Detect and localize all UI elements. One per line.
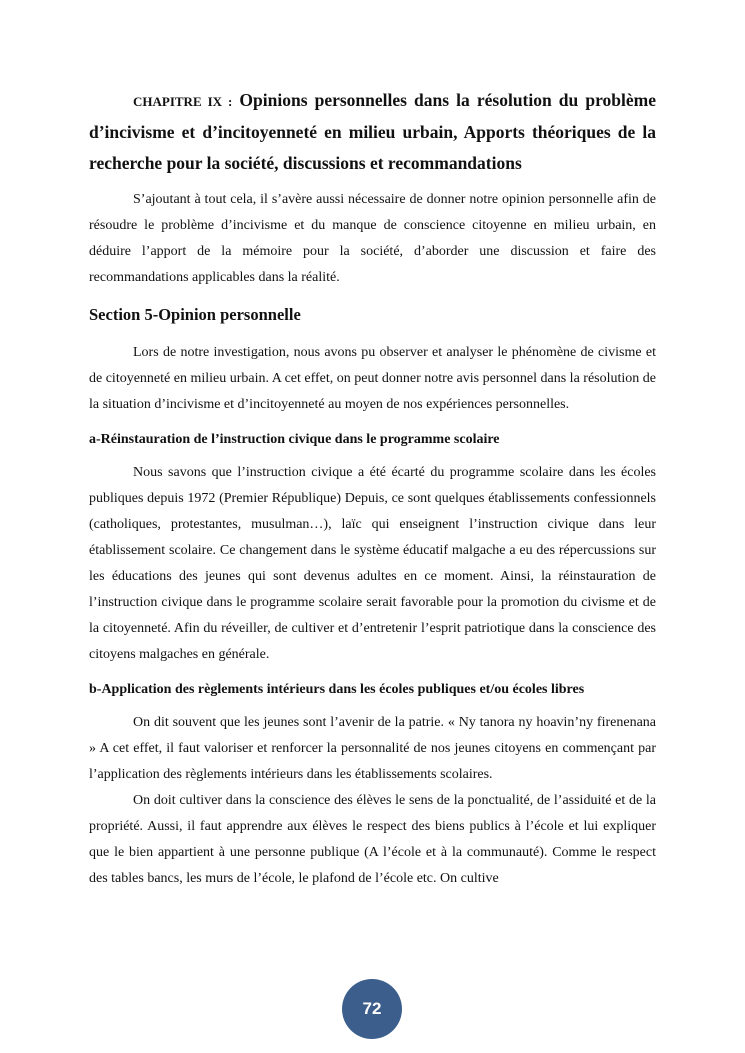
section-paragraph: Lors de notre investigation, nous avons pu observer et analyser le phénomène de civisme et de citoyenneté en milieu urbain. A cet effet, on peut donner notre avis personnel dans la résolution de la situation d’incivisme et d’incitoyenneté au moyen de nos expériences personnelles.: [89, 345, 656, 412]
document-page: [89, 85, 656, 892]
intro-paragraph: S’ajoutant à tout cela, il s’avère aussi nécessaire de donner notre opinion personnelle afin de résoudre le problème d’incivisme et du manque de conscience citoyenne en milieu urbain, en déduire l’apport de la mémoire pour la société, d’aborder une discussion et faire des recommandations applicables dans la réalité.: [89, 192, 656, 285]
subsection-b-heading: b-Application des règlements intérieurs dans les écoles publiques et/ou écoles libres: [89, 682, 585, 697]
page-number: 72: [362, 999, 382, 1018]
section-heading: Section 5-Opinion personnelle: [89, 305, 301, 324]
chapter-label: CHAPITRE IX :: [133, 94, 233, 109]
subsection-a-heading: a-Réinstauration de l’instruction civique dans le programme scolaire: [89, 432, 500, 447]
chapter-title: Opinions personnelles dans la résolution du problème d’incivisme et d’incitoyenneté en milieu urbain, Apports théoriques de la recherche pour la société, discussions et recommandations: [89, 90, 657, 173]
subsection-b-paragraph-1: On dit souvent que les jeunes sont l’avenir de la patrie. « Ny tanora ny hoavin’ny firenenana » A cet effet, il faut valoriser et renforcer la personnalité de nos jeunes citoyens en commençant par l’application des règlements intérieurs dans les établissements scolaires.: [89, 715, 656, 782]
page-number-badge: [342, 979, 402, 1039]
chapter-heading: [89, 85, 656, 179]
subsection-a-paragraph: Nous savons que l’instruction civique a été écarté du programme scolaire dans les écoles publiques depuis 1972 (Premier République) Depuis, ce sont quelques établissements confessionnels (catholiques, protestantes, musulman…), laïc qui enseignent l’instruction civique dans leur établissement scolaire. Ce changement dans le système éducatif malgache a eu des répercussions sur les éducations des jeunes qui sont devenus adultes en ce moment. Ainsi, la réinstauration de l’instruction civique dans le programme scolaire serait favorable pour la promotion du civisme et de la citoyenneté. Afin du réveiller, de cultiver et d’entretenir l’esprit patriotique dans la conscience des citoyens malgaches en générale.: [89, 465, 656, 662]
subsection-b-paragraph-2: On doit cultiver dans la conscience des élèves le sens de la ponctualité, de l’assiduité et de la propriété. Aussi, il faut apprendre aux élèves le respect des biens publics à l’école et lui expliquer que le bien appartient à une personne publique (A l’école et à la communauté). Comme le respect des tables bancs, les murs de l’école, le plafond de l’école etc. On cultive: [89, 793, 656, 886]
